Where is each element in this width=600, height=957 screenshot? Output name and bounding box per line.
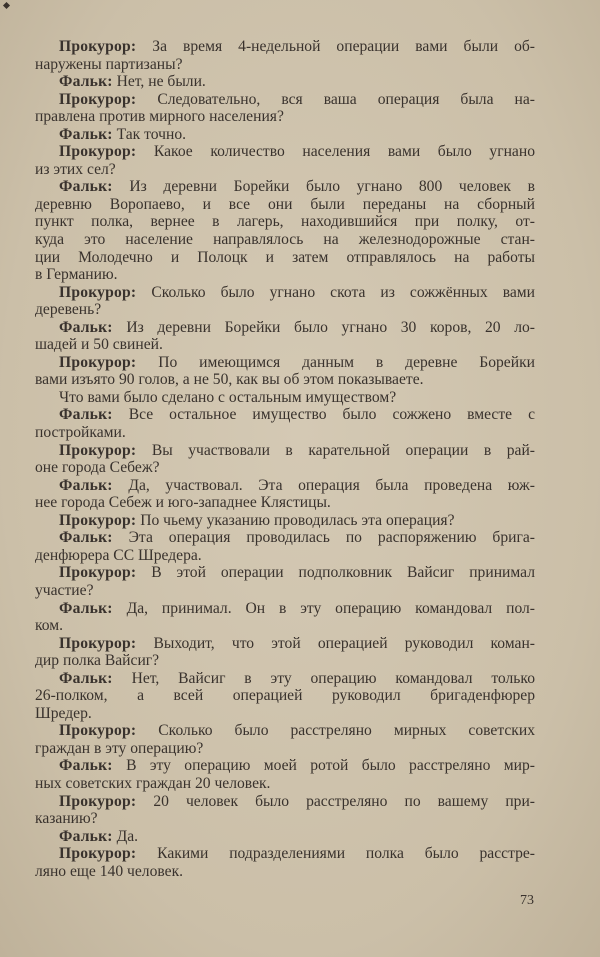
transcript-paragraph (35, 828, 535, 846)
line-text: наружены партизаны? (35, 55, 183, 73)
line-text: правлена против мирного населения? (35, 108, 284, 126)
text-line (35, 793, 535, 811)
text-line (35, 512, 535, 530)
line-text: Выходит, что этой операцией руководил коман- (153, 634, 535, 652)
line-text: Да, принимал. Он в эту операцию командовал пол- (126, 599, 536, 617)
text-line (35, 406, 535, 424)
transcript-paragraph (35, 354, 535, 389)
line-text: 26-полком, а всей операцией руководил бригаденфюрер (35, 687, 535, 705)
text-line (35, 389, 535, 407)
line-text: из этих сел? (35, 160, 116, 178)
text-line (35, 775, 535, 793)
line-text: дир полка Вайсиг? (35, 652, 160, 670)
transcript-paragraph (35, 845, 535, 880)
transcript-paragraph (35, 793, 535, 828)
text-line (35, 73, 535, 91)
text-line (35, 91, 535, 109)
line-text: В эту операцию моей ротой было расстреляно мир- (126, 757, 535, 775)
speaker-label: Прокурор: (59, 353, 137, 371)
text-line (35, 336, 535, 354)
text-line (35, 442, 535, 460)
line-text: нее города Себеж и юго-западнее Клястицы. (35, 494, 331, 512)
line-text: Шредер. (35, 704, 92, 722)
text-line (35, 38, 535, 56)
text-line (35, 301, 535, 319)
speaker-label: Прокурор: (59, 722, 137, 740)
text-line (35, 143, 535, 161)
speaker-label: Прокурор: (59, 143, 137, 161)
speaker-label: Фальк: (59, 318, 113, 336)
line-text: ляно еще 140 человек. (35, 862, 184, 880)
transcript-paragraph (35, 406, 535, 441)
line-text: граждан в эту операцию? (35, 739, 204, 757)
text-line (35, 354, 535, 372)
line-text: Следовательно, вся ваша операция была на- (157, 90, 535, 108)
text-line (35, 740, 535, 758)
transcript-paragraph (35, 757, 535, 792)
line-text: Нет, Вайсиг в эту операцию командовал только (131, 669, 535, 687)
line-text: деревень? (35, 301, 102, 319)
transcript-paragraph (35, 389, 535, 407)
line-text: пункт полка, вернее в лагерь, находившийся при полку, от- (35, 213, 535, 231)
transcript-paragraph (35, 635, 535, 670)
text-line (35, 529, 535, 547)
transcript-paragraph (35, 319, 535, 354)
line-text: Какими подразделениями полка было расстре- (157, 845, 535, 863)
line-text: ции Молодечно и Полоцк и затем отправлялось на работы (35, 248, 535, 266)
text-line (35, 617, 535, 635)
line-text: шадей и 50 свиней. (35, 336, 163, 354)
text-line (35, 547, 535, 565)
line-text: Что вами было сделано с остальным имуществом? (59, 388, 397, 406)
text-line (35, 828, 535, 846)
speaker-label: Прокурор: (59, 634, 137, 652)
speaker-label: Прокурор: (59, 511, 137, 529)
speaker-label: Фальк: (59, 827, 113, 845)
text-line (35, 196, 535, 214)
transcript-paragraph (35, 529, 535, 564)
transcript-paragraph (35, 73, 535, 91)
line-text: Сколько было угнано скота из сожжённых вами (151, 283, 535, 301)
text-line (35, 810, 535, 828)
speaker-label: Прокурор: (59, 38, 137, 55)
line-text: В этой операции подполковник Вайсиг принимал (151, 564, 535, 582)
line-text: Сколько было расстреляно мирных советских (158, 722, 535, 740)
line-text: вами изъято 90 голов, а не 50, как вы об этом показываете. (35, 371, 424, 389)
text-line (35, 494, 535, 512)
text-line (35, 705, 535, 723)
line-text: куда это население направлялось на железнодорожные стан- (35, 231, 535, 249)
line-text: постройками. (35, 424, 126, 442)
speaker-label: Фальк: (59, 529, 113, 547)
text-line (35, 635, 535, 653)
text-line (35, 178, 535, 196)
line-text: участие? (35, 581, 94, 599)
transcript-paragraph (35, 477, 535, 512)
text-line (35, 459, 535, 477)
transcript-paragraph (35, 38, 535, 73)
line-text: денфюрера СС Шредера. (35, 546, 202, 564)
text-line (35, 424, 535, 442)
transcript-paragraph (35, 284, 535, 319)
text-line (35, 213, 535, 231)
transcript-paragraph (35, 91, 535, 126)
page-number: 73 (520, 893, 534, 908)
speaker-label: Прокурор: (59, 441, 137, 459)
transcript-paragraph (35, 512, 535, 530)
transcript-paragraph (35, 600, 535, 635)
line-text: ных советских граждан 20 человек. (35, 774, 271, 792)
transcript-paragraph (35, 722, 535, 757)
line-text: Какое количество населения вами было угнано (153, 143, 535, 161)
line-text: в Германию. (35, 266, 118, 284)
transcript-paragraph (35, 564, 535, 599)
speaker-label: Прокурор: (59, 283, 137, 301)
text-line (35, 371, 535, 389)
transcript-paragraph (35, 126, 535, 144)
text-line (35, 231, 535, 249)
speaker-label: Прокурор: (59, 90, 137, 108)
corner-mark (3, 2, 10, 9)
speaker-label: Прокурор: (59, 845, 137, 863)
text-line (35, 687, 535, 705)
transcript-paragraph (35, 143, 535, 178)
line-text: Из деревни Борейки было угнано 800 человек в (129, 178, 535, 196)
line-text: ком. (35, 617, 64, 635)
line-text: Да, участвовал. Эта операция была проведена юж- (128, 476, 535, 494)
speaker-label: Прокурор: (59, 564, 137, 582)
transcript-paragraph (35, 670, 535, 723)
line-text: Эта операция проводилась по распоряжению брига- (128, 529, 535, 547)
line-text: Нет, не были. (116, 73, 206, 91)
speaker-label: Фальк: (59, 125, 113, 143)
speaker-label: Фальк: (59, 406, 113, 424)
text-line (35, 845, 535, 863)
text-line (35, 722, 535, 740)
text-line (35, 757, 535, 775)
line-text: Так точно. (116, 125, 187, 143)
text-line (35, 477, 535, 495)
text-line (35, 249, 535, 267)
text-line (35, 108, 535, 126)
interrogation-transcript (35, 38, 535, 880)
speaker-label: Фальк: (59, 669, 113, 687)
line-text: Вы участвовали в карательной операции в рай- (151, 441, 536, 459)
line-text: оне города Себеж? (35, 459, 160, 477)
speaker-label: Фальк: (59, 599, 113, 617)
line-text: По чьему указанию проводилась эта операция? (140, 511, 455, 529)
text-line (35, 266, 535, 284)
text-line (35, 319, 535, 337)
text-line (35, 652, 535, 670)
speaker-label: Фальк: (59, 73, 113, 91)
text-line (35, 126, 535, 144)
transcript-paragraph (35, 178, 535, 283)
line-text: 20 человек было расстреляно по вашему при- (153, 792, 535, 810)
line-text: казанию? (35, 810, 98, 828)
text-line (35, 284, 535, 302)
speaker-label: Фальк: (59, 757, 113, 775)
line-text: Из деревни Борейки было угнано 30 коров, 20 ло- (126, 318, 535, 336)
text-line (35, 582, 535, 600)
line-text: По имеющимся данным в деревне Борейки (158, 353, 535, 371)
text-line (35, 161, 535, 179)
line-text: За время 4-недельной операции вами были об- (152, 38, 535, 55)
text-line (35, 670, 535, 688)
transcript-paragraph (35, 442, 535, 477)
text-line (35, 564, 535, 582)
text-line (35, 600, 535, 618)
line-text: Все остальное имущество было сожжено вместе с (128, 406, 535, 424)
text-line (35, 863, 535, 881)
line-text: деревню Воропаево, и все они были переданы на сборный (35, 195, 535, 213)
speaker-label: Фальк: (59, 178, 113, 196)
line-text: Да. (116, 827, 139, 845)
speaker-label: Прокурор: (59, 792, 137, 810)
speaker-label: Фальк: (59, 476, 113, 494)
text-line (35, 56, 535, 74)
